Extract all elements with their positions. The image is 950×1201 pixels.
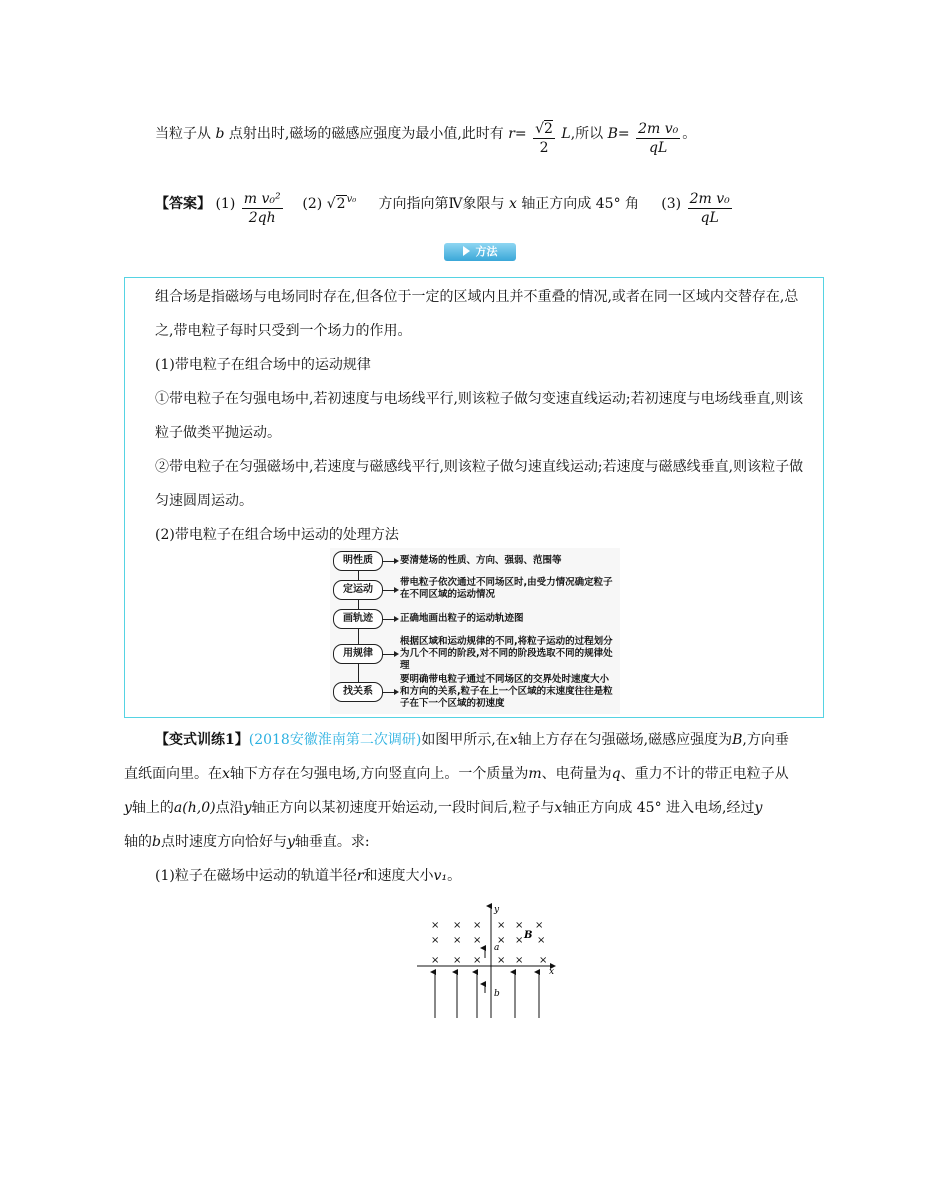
- var-x: x: [509, 732, 518, 748]
- method-rule-2: [155, 450, 815, 518]
- point-a: a(h,0): [173, 800, 216, 816]
- field-cross: ×: [515, 955, 524, 966]
- var-x: x: [222, 766, 230, 782]
- numerator: m v₀²: [243, 191, 281, 207]
- flow-node-3: 画轨迹: [333, 609, 383, 629]
- text: 方向指向第Ⅳ象限与: [378, 196, 505, 212]
- field-cross: ×: [453, 935, 462, 946]
- var-y: y: [754, 800, 763, 816]
- exercise-label: 【变式训练1】: [155, 732, 249, 748]
- text: 当粒子从: [155, 126, 211, 142]
- question-1: [155, 866, 461, 886]
- text: 轴的: [124, 834, 152, 850]
- field-cross: ×: [535, 920, 544, 931]
- method-heading-1: [155, 348, 815, 382]
- var-v0: v₀: [346, 194, 357, 205]
- var-r: r=: [508, 126, 527, 142]
- text: (1): [215, 196, 236, 212]
- field-cross: ×: [431, 955, 440, 966]
- text: 如图甲所示,在: [421, 732, 510, 748]
- text: 轴正方向成 45° 角: [521, 196, 640, 212]
- exercise-line-2: [124, 764, 789, 784]
- point-a-label: a: [494, 943, 500, 953]
- y-axis-label: y: [494, 905, 500, 915]
- var-q: q: [611, 766, 621, 782]
- electric-field-lines: [435, 972, 539, 1018]
- var-y: y: [286, 834, 295, 850]
- flow-arrow-2: [383, 590, 397, 591]
- text: ,方向垂: [742, 732, 789, 748]
- field-cross: ×: [431, 920, 440, 931]
- method-flowchart: [330, 548, 620, 714]
- flow-node-4: 用规律: [333, 644, 383, 664]
- field-cross: ×: [515, 920, 524, 931]
- flow-arrow-1: [383, 561, 397, 562]
- text: ①带电粒子在匀强电场中,若初速度与电场线平行,则该粒子做匀变速直线运动;若初速度与电场线垂直,则该粒子做类平抛运动。: [155, 391, 804, 441]
- r-fraction: $\frac{√2}{2}$: [535, 121, 553, 156]
- text: 轴上的: [131, 800, 174, 816]
- field-cross: ×: [537, 935, 546, 946]
- magnetic-field-crosses: [431, 920, 547, 966]
- var-B: B=: [607, 126, 630, 142]
- text: 、电荷量为: [541, 766, 612, 782]
- point-b-label: b: [494, 989, 500, 999]
- text: 。: [447, 868, 462, 884]
- exercise-line-4: [124, 832, 370, 852]
- flow-node-1: 明性质: [333, 551, 383, 571]
- flow-text-5: 要明确带电粒子通过不同场区的交界处时速度大小和方向的关系,粒子在上一个区域的末速度往往是粒子在下一个区域的初速度: [400, 674, 613, 709]
- answer3-fraction: [688, 190, 732, 227]
- text: 组合场是指磁场与电场同时存在,但各位于一定的区域内且并不重叠的情况,或者在同一区域内交替存在,总之,带电粒子每时只受到一个场力的作用。: [155, 289, 799, 339]
- var-B: B: [732, 732, 743, 748]
- answer-label: 【答案】: [155, 196, 211, 212]
- text: 轴正方向成 45° 进入电场,经过: [562, 800, 755, 816]
- denominator: qL: [700, 210, 719, 226]
- text: ②带电粒子在匀强磁场中,若速度与磁感线平行,则该粒子做匀速直线运动;若速度与磁感线垂直,则该粒子做匀速圆周运动。: [155, 459, 804, 509]
- denominator: 2: [539, 140, 549, 156]
- flow-arrow-4: [383, 654, 397, 655]
- sqrt-radicand: 2: [336, 196, 346, 212]
- var-L: L: [561, 126, 571, 142]
- var-r: r: [356, 868, 364, 884]
- flow-text-3: 正确地画出粒子的运动轨迹图: [400, 613, 524, 624]
- field-cross: ×: [539, 955, 548, 966]
- field-cross: ×: [473, 920, 482, 931]
- text: 轴上方存在匀强磁场,磁感应强度为: [517, 732, 733, 748]
- var-m: m: [528, 766, 542, 782]
- method-intro: [155, 280, 815, 348]
- text: (1)粒子在磁场中运动的轨道半径: [155, 868, 357, 884]
- text: (3): [661, 196, 682, 212]
- exercise-line-3: [124, 798, 762, 818]
- var-y: y: [243, 800, 252, 816]
- B-fraction: [636, 120, 680, 157]
- var-x: x: [508, 196, 517, 212]
- text: 、重力不计的带正电粒子从: [620, 766, 789, 782]
- result-line: [155, 120, 696, 157]
- text: 轴正方向以某初速度开始运动,一段时间后,粒子与: [251, 800, 555, 816]
- text: 直纸面向里。在: [124, 766, 222, 782]
- denominator: 2qh: [248, 210, 276, 226]
- play-triangle-icon: [463, 246, 470, 256]
- x-axis-label: x: [549, 967, 555, 977]
- exercise-line-1: [155, 730, 789, 750]
- text: 轴下方存在匀强电场,方向竖直向上。一个质量为: [229, 766, 529, 782]
- sqrt-radicand: 2: [544, 121, 553, 137]
- flow-text-1: 要清楚场的性质、方向、强弱、范围等: [400, 555, 562, 566]
- field-cross: ×: [431, 935, 440, 946]
- text: 点沿: [215, 800, 244, 816]
- method-badge: [444, 243, 516, 261]
- text: 点射出时,磁场的磁感应强度为最小值,此时有: [228, 126, 504, 142]
- field-diagram: [415, 900, 565, 1025]
- method-rule-1: [155, 382, 815, 450]
- text: 点时速度方向恰好与: [160, 834, 287, 850]
- field-cross: ×: [473, 955, 482, 966]
- flow-arrow-5: [383, 692, 397, 693]
- var-y: y: [124, 800, 132, 816]
- text: ,所以: [570, 126, 604, 142]
- field-cross: ×: [473, 935, 482, 946]
- field-cross: ×: [453, 955, 462, 966]
- flow-text-2: 带电粒子依次通过不同场区时,由受力情况确定粒子在不同区域的运动情况: [400, 577, 613, 600]
- answer1-fraction: [242, 190, 283, 227]
- method-heading-2: [155, 518, 815, 552]
- field-cross: ×: [515, 935, 524, 946]
- exercise-source: (2018安徽淮南第二次调研): [248, 732, 422, 748]
- text: 。: [682, 126, 697, 142]
- badge-label: 方法: [475, 245, 498, 258]
- denominator: qL: [649, 140, 668, 156]
- text: (2): [302, 196, 323, 212]
- flow-node-5: 找关系: [333, 682, 383, 702]
- field-cross: ×: [453, 920, 462, 931]
- var-b: b: [215, 126, 225, 142]
- text: (1)带电粒子在组合场中的运动规律: [155, 357, 371, 373]
- field-cross: ×: [497, 935, 506, 946]
- sqrt2: √2: [326, 196, 346, 212]
- var-v1: v₁: [433, 868, 448, 884]
- var-b: b: [152, 834, 161, 850]
- flow-text-4: 根据区域和运动规律的不同,将粒子运动的过程划分为几个不同的阶段,对不同的阶段选取不同的规律处理: [400, 636, 613, 671]
- field-B-label: B: [524, 930, 533, 941]
- text: 和速度大小: [363, 868, 434, 884]
- text: (2)带电粒子在组合场中运动的处理方法: [155, 527, 399, 543]
- field-cross: ×: [497, 920, 506, 931]
- numerator: 2m v₀: [638, 121, 679, 137]
- var-x: x: [554, 800, 563, 816]
- field-cross: ×: [497, 955, 506, 966]
- answer-line: [155, 190, 734, 227]
- flow-node-2: 定运动: [333, 580, 383, 600]
- flow-arrow-3: [383, 619, 397, 620]
- text: 轴垂直。求:: [294, 834, 370, 850]
- numerator: 2m v₀: [689, 191, 730, 207]
